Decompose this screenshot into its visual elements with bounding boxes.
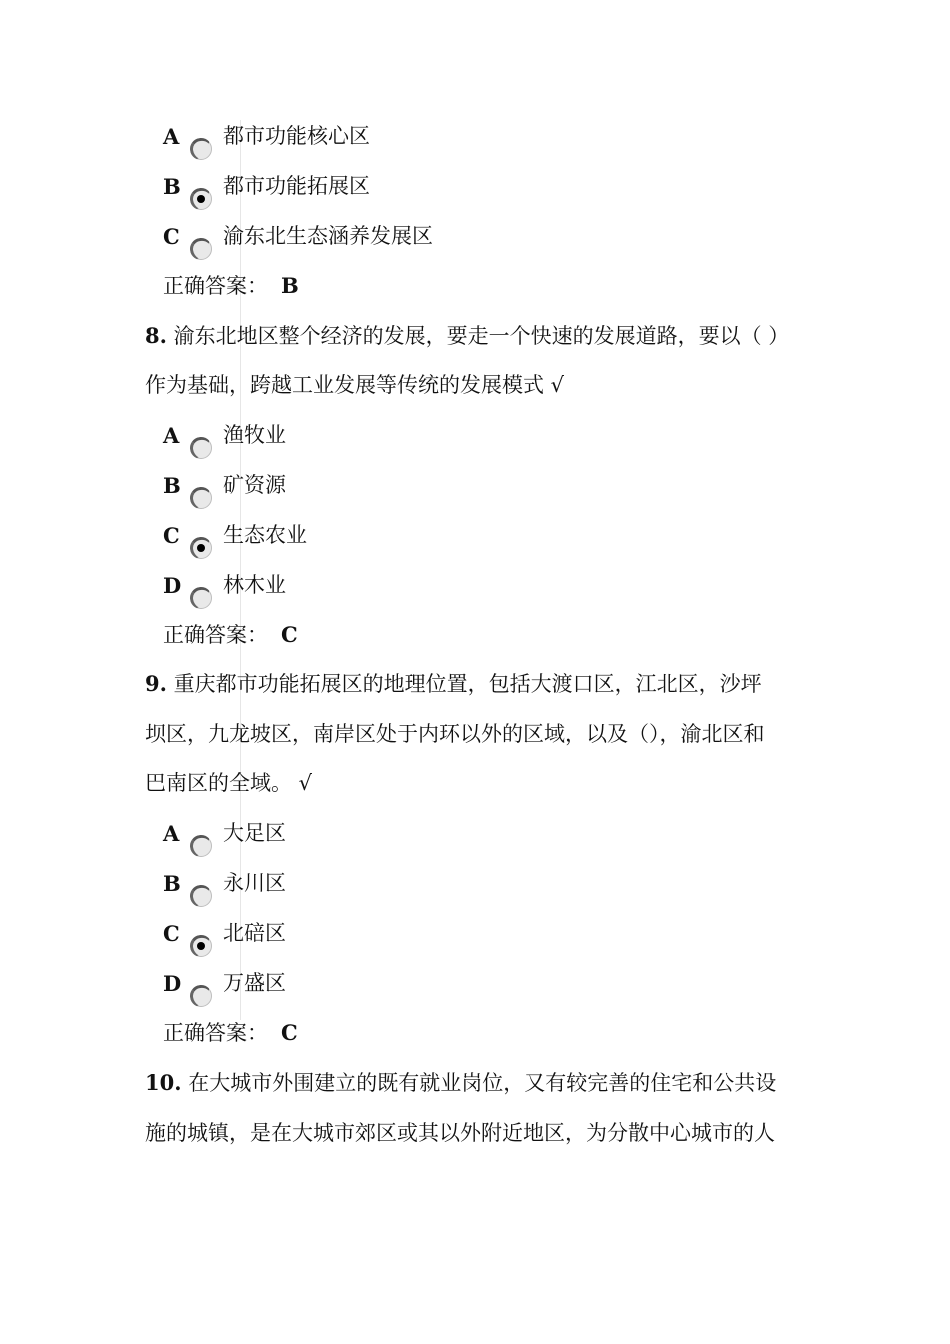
- answer-value: C: [281, 1020, 298, 1045]
- answer-label: 正确答案：: [163, 1021, 268, 1045]
- option-text: 渔牧业: [223, 423, 286, 447]
- option-text: 渝东北生态涵养发展区: [223, 224, 433, 248]
- radio-button[interactable]: [190, 487, 212, 509]
- option-text: 都市功能拓展区: [223, 174, 370, 198]
- option-letter: C: [163, 523, 180, 548]
- option-text: 林木业: [223, 573, 286, 597]
- option-letter: C: [163, 224, 180, 249]
- question-text-line: [145, 321, 789, 351]
- question-number: 8.: [145, 323, 167, 348]
- radio-button-selected[interactable]: [190, 188, 212, 210]
- question-text-line: 施的城镇，是在大城市郊区或其以外附近地区，为分散中心城市的人: [145, 1121, 775, 1145]
- option-text: 大足区: [223, 821, 286, 845]
- option-text: 永川区: [223, 871, 286, 895]
- option-text: 北碚区: [223, 921, 286, 945]
- question-text-line: 坝区，九龙坡区，南岸区处于内环以外的区域，以及（），渝北区和: [145, 722, 765, 746]
- radio-button[interactable]: [190, 885, 212, 907]
- radio-dot: [197, 195, 205, 203]
- question-text-line: 巴南区的全域。 √: [145, 771, 313, 795]
- radio-dot: [197, 942, 205, 950]
- option-letter: D: [163, 971, 182, 996]
- option-letter: C: [163, 921, 180, 946]
- option-text: 矿资源: [223, 473, 286, 497]
- radio-button-selected[interactable]: [190, 935, 212, 957]
- question-number: 10.: [145, 1070, 182, 1095]
- radio-button[interactable]: [190, 437, 212, 459]
- option-letter: D: [163, 573, 182, 598]
- radio-button[interactable]: [190, 985, 212, 1007]
- question-text-line: [145, 669, 762, 699]
- option-letter: B: [163, 174, 181, 199]
- radio-button[interactable]: [190, 238, 212, 260]
- radio-button-selected[interactable]: [190, 537, 212, 559]
- radio-button[interactable]: [190, 835, 212, 857]
- option-letter: A: [163, 124, 180, 149]
- option-letter: B: [163, 871, 181, 896]
- answer-value: C: [281, 622, 298, 647]
- question-text-line: 作为基础，跨越工业发展等传统的发展模式 √: [145, 373, 565, 397]
- radio-dot: [197, 544, 205, 552]
- option-text: 生态农业: [223, 523, 307, 547]
- radio-button[interactable]: [190, 587, 212, 609]
- answer-value: B: [281, 273, 299, 298]
- question-text: 重庆都市功能拓展区的地理位置，包括大渡口区，江北区，沙坪: [173, 672, 762, 696]
- question-text: 渝东北地区整个经济的发展，要走一个快速的发展道路，要以（ ）: [173, 324, 790, 348]
- answer-label: 正确答案：: [163, 623, 268, 647]
- option-text: 万盛区: [223, 971, 286, 995]
- option-letter: A: [163, 821, 180, 846]
- radio-button[interactable]: [190, 138, 212, 160]
- option-letter: A: [163, 423, 180, 448]
- answer-label: 正确答案：: [163, 274, 268, 298]
- question-number: 9.: [145, 671, 167, 696]
- question-text-line: [145, 1068, 776, 1098]
- option-letter: B: [163, 473, 181, 498]
- option-text: 都市功能核心区: [223, 124, 370, 148]
- question-text: 在大城市外围建立的既有就业岗位，又有较完善的住宅和公共设: [188, 1071, 777, 1095]
